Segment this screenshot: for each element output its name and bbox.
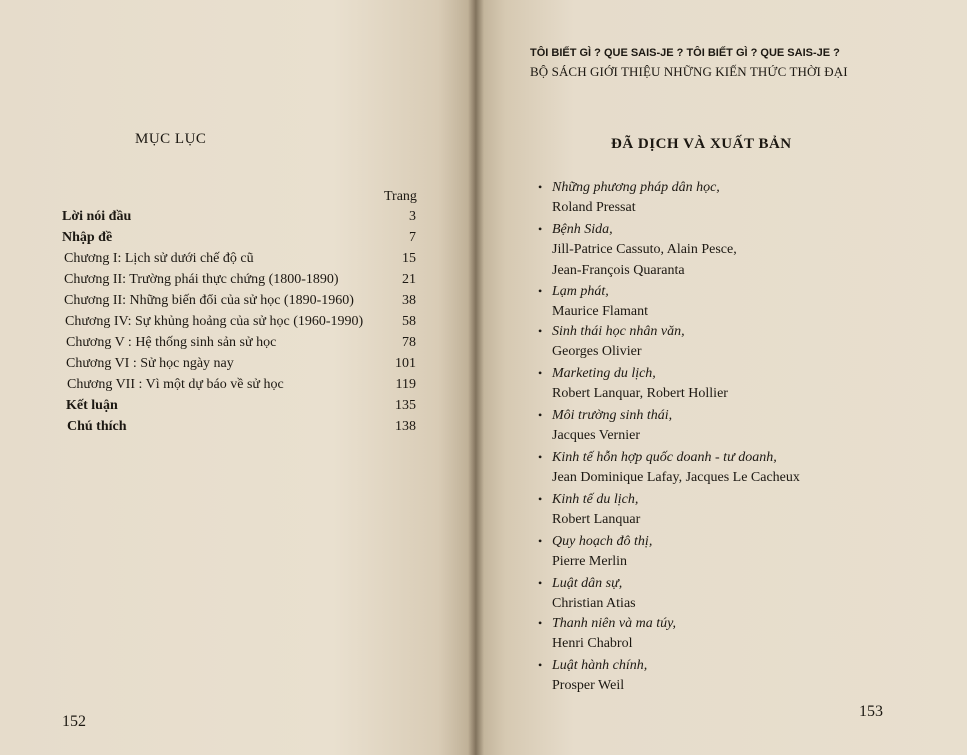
book-title: Marketing du lịch, (552, 366, 656, 381)
left-page (0, 0, 476, 755)
left-page-number: 152 (62, 713, 86, 730)
toc-entry (0, 209, 476, 229)
bullet-icon: • (538, 222, 543, 236)
series-subtitle: BỘ SÁCH GIỚI THIỆU NHỮNG KIẾN THỨC THỜI ĐẠI (530, 64, 848, 79)
book-title: Những phương pháp dân học, (552, 180, 720, 195)
book-title: Lạm phát, (552, 284, 609, 299)
book-author: Pierre Merlin (552, 554, 628, 569)
bullet-icon: • (538, 616, 543, 630)
toc-entry-page: 7 (409, 230, 416, 245)
series-header: TÔI BIẾT GÌ ? QUE SAIS-JE ? TÔI BIẾT GÌ ? QUE SAIS-JE ? (530, 47, 840, 59)
toc-entry-page: 21 (402, 272, 416, 287)
toc-entry-page: 15 (402, 251, 416, 266)
book-title: Bệnh Sida, (552, 222, 613, 237)
toc-entry (0, 293, 476, 313)
bullet-icon: • (538, 408, 543, 422)
toc-entry (0, 356, 476, 376)
toc-entry-title: Nhập đề (62, 230, 113, 245)
book-title: Môi trường sinh thái, (552, 408, 673, 423)
toc-entry-page: 58 (402, 314, 416, 329)
book-author: Robert Lanquar (552, 512, 641, 527)
toc-entry (0, 251, 476, 271)
toc-entry-title: Chương VII : Vì một dự báo về sử học (67, 377, 284, 392)
book-author: Jean-François Quaranta (552, 263, 685, 278)
book-author: Prosper Weil (552, 678, 625, 693)
bullet-icon: • (538, 284, 543, 298)
page-column-label: Trang (384, 189, 417, 204)
toc-entry (0, 377, 476, 397)
toc-entry-page: 38 (402, 293, 416, 308)
book-author: Christian Atias (552, 596, 636, 611)
book-author: Jean Dominique Lafay, Jacques Le Cacheux (552, 470, 800, 485)
bullet-icon: • (538, 576, 543, 590)
toc-entry-title: Chương II: Những biến đổi của sử học (1890-1960) (64, 293, 354, 308)
toc-entry-page: 135 (395, 398, 416, 413)
right-page-number: 153 (859, 703, 883, 720)
book-list (476, 0, 967, 755)
right-page (476, 0, 967, 755)
book-title: Quy hoạch đô thị, (552, 534, 653, 549)
book-title: Sinh thái học nhân văn, (552, 324, 685, 339)
toc-entry-title: Chương IV: Sự khủng hoảng của sử học (1960-1990) (65, 314, 364, 329)
book-author: Georges Olivier (552, 344, 642, 359)
bullet-icon: • (538, 492, 543, 506)
book-title: Thanh niên và ma túy, (552, 616, 677, 631)
toc-entry (0, 419, 476, 439)
toc-entry-page: 3 (409, 209, 416, 224)
book-author: Jacques Vernier (552, 428, 640, 443)
bullet-icon: • (538, 180, 543, 194)
toc-entry-page: 119 (395, 377, 416, 392)
book-author: Henri Chabrol (552, 636, 633, 651)
bullet-icon: • (538, 366, 543, 380)
toc-entry-title: Kết luận (66, 398, 118, 413)
toc-entry-page: 78 (402, 335, 416, 350)
book-gutter (468, 0, 484, 755)
toc-entry-title: Chương VI : Sử học ngày nay (66, 356, 234, 371)
toc-entry-title: Chú thích (67, 419, 127, 434)
toc-entry-title: Lời nói đầu (62, 209, 132, 224)
toc-entry-page: 101 (395, 356, 416, 371)
book-title: Luật dân sự, (552, 576, 623, 591)
toc-entry-title: Chương II: Trường phái thực chứng (1800-1890) (64, 272, 339, 287)
toc-entry (0, 314, 476, 334)
book-author: Jill-Patrice Cassuto, Alain Pesce, (552, 242, 737, 257)
bullet-icon: • (538, 658, 543, 672)
toc-entry (0, 335, 476, 355)
toc-entry-title: Chương I: Lịch sử dưới chế độ cũ (64, 251, 254, 266)
book-author: Robert Lanquar, Robert Hollier (552, 386, 728, 401)
toc-title: MỤC LỤC (135, 131, 207, 147)
bullet-icon: • (538, 324, 543, 338)
published-section-title: ĐÃ DỊCH VÀ XUẤT BẢN (611, 136, 792, 152)
toc-entry-title: Chương V : Hệ thống sinh sản sử học (66, 335, 277, 350)
toc-entry (0, 230, 476, 250)
toc-entry-page: 138 (395, 419, 416, 434)
toc-entry (0, 398, 476, 418)
book-author: Maurice Flamant (552, 304, 649, 319)
book-title: Kinh tế du lịch, (552, 492, 639, 507)
toc-entry (0, 272, 476, 292)
book-title: Luật hành chính, (552, 658, 648, 673)
book-title: Kinh tế hỗn hợp quốc doanh - tư doanh, (552, 450, 777, 465)
book-author: Roland Pressat (552, 200, 636, 215)
bullet-icon: • (538, 450, 543, 464)
bullet-icon: • (538, 534, 543, 548)
